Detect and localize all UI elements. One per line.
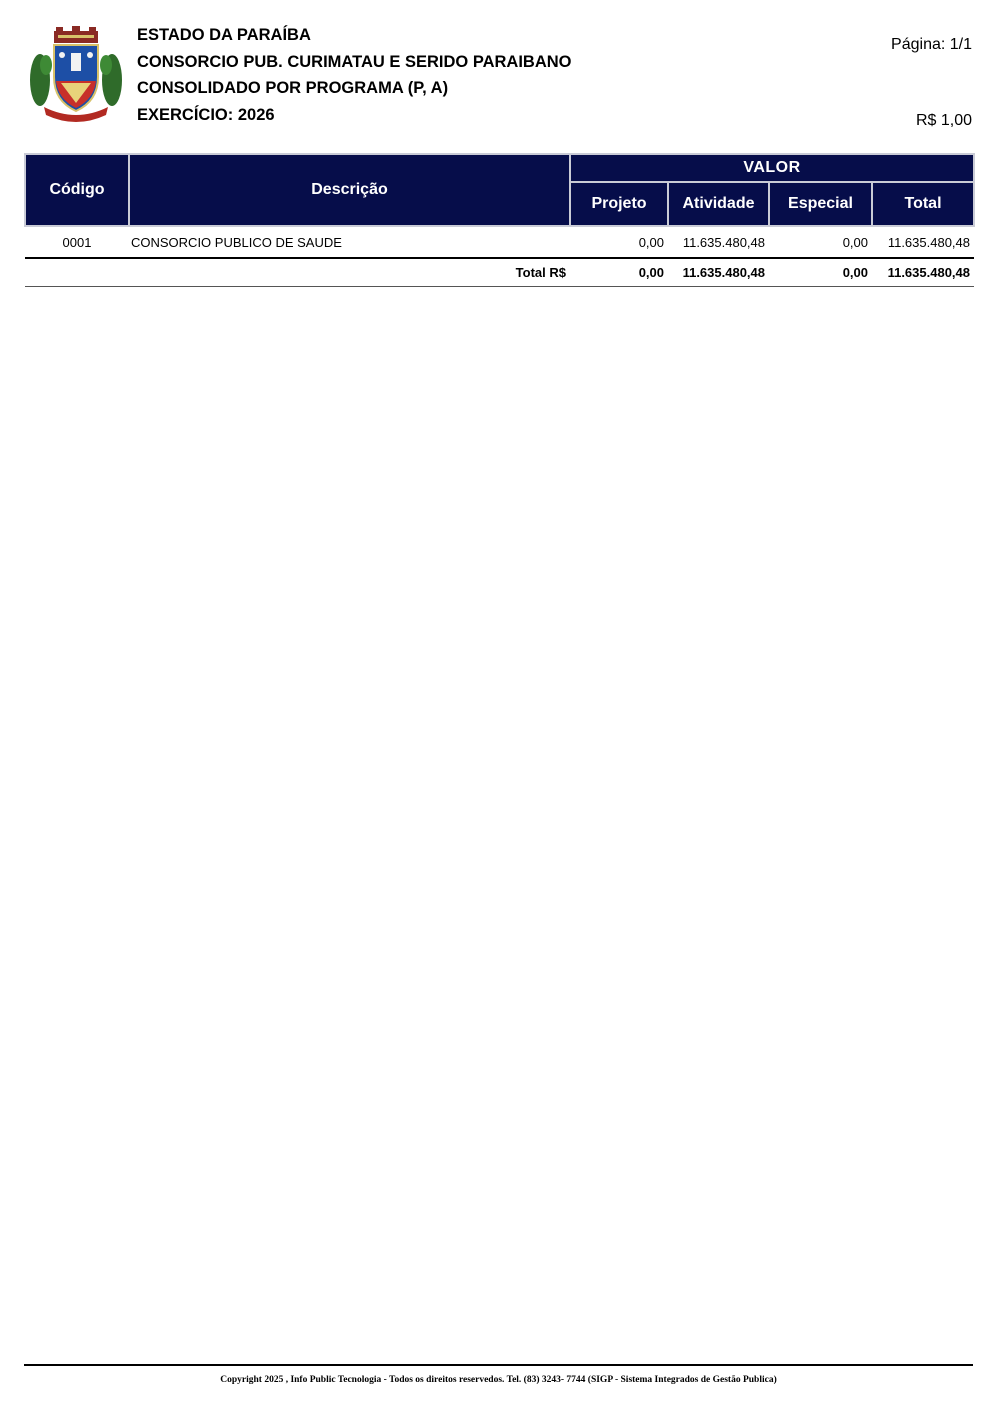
coat-of-arms-logo (26, 25, 126, 125)
column-header-total: Total (872, 182, 974, 226)
program-summary-table (24, 153, 975, 287)
cell-descricao: CONSORCIO PUBLICO DE SAUDE (129, 226, 570, 258)
column-group-valor: VALOR (570, 154, 974, 182)
currency-unit: R$ 1,00 (915, 112, 972, 129)
header-entity: CONSORCIO PUB. CURIMATAU E SERIDO PARAIBANO (137, 52, 572, 71)
header-state: ESTADO DA PARAÍBA (137, 26, 311, 44)
cell-atividade: 11.635.480,48 (668, 226, 769, 258)
column-header-projeto: Projeto (570, 182, 668, 226)
report-header (137, 22, 572, 128)
cell-projeto: 0,00 (570, 226, 668, 258)
footer-copyright: Copyright 2025 , Info Public Tecnologia - Todos os direitos reservedos. Tel. (83) 3243- 7744 (SIGP - Sistema Integrados de Gestão Publica) (220, 1375, 777, 1385)
total-projeto: 0,00 (570, 258, 668, 287)
column-header-descricao: Descrição (129, 154, 570, 226)
cell-especial: 0,00 (769, 226, 872, 258)
totals-row (25, 258, 974, 287)
column-header-atividade: Atividade (668, 182, 769, 226)
column-header-especial: Especial (769, 182, 872, 226)
page-number: Página: 1/1 (891, 36, 972, 53)
totals-label: Total R$ (129, 258, 570, 287)
header-fiscal-year: EXERCÍCIO: 2026 (137, 105, 275, 124)
total-especial: 0,00 (769, 258, 872, 287)
header-report-title: CONSOLIDADO POR PROGRAMA (P, A) (137, 79, 449, 97)
footer-divider (24, 1364, 973, 1366)
total-atividade: 11.635.480,48 (668, 258, 769, 287)
column-header-codigo: Código (25, 154, 129, 226)
cell-codigo: 0001 (25, 226, 129, 258)
cell-total: 11.635.480,48 (872, 226, 974, 258)
table-row (25, 226, 974, 258)
total-total: 11.635.480,48 (872, 258, 974, 287)
